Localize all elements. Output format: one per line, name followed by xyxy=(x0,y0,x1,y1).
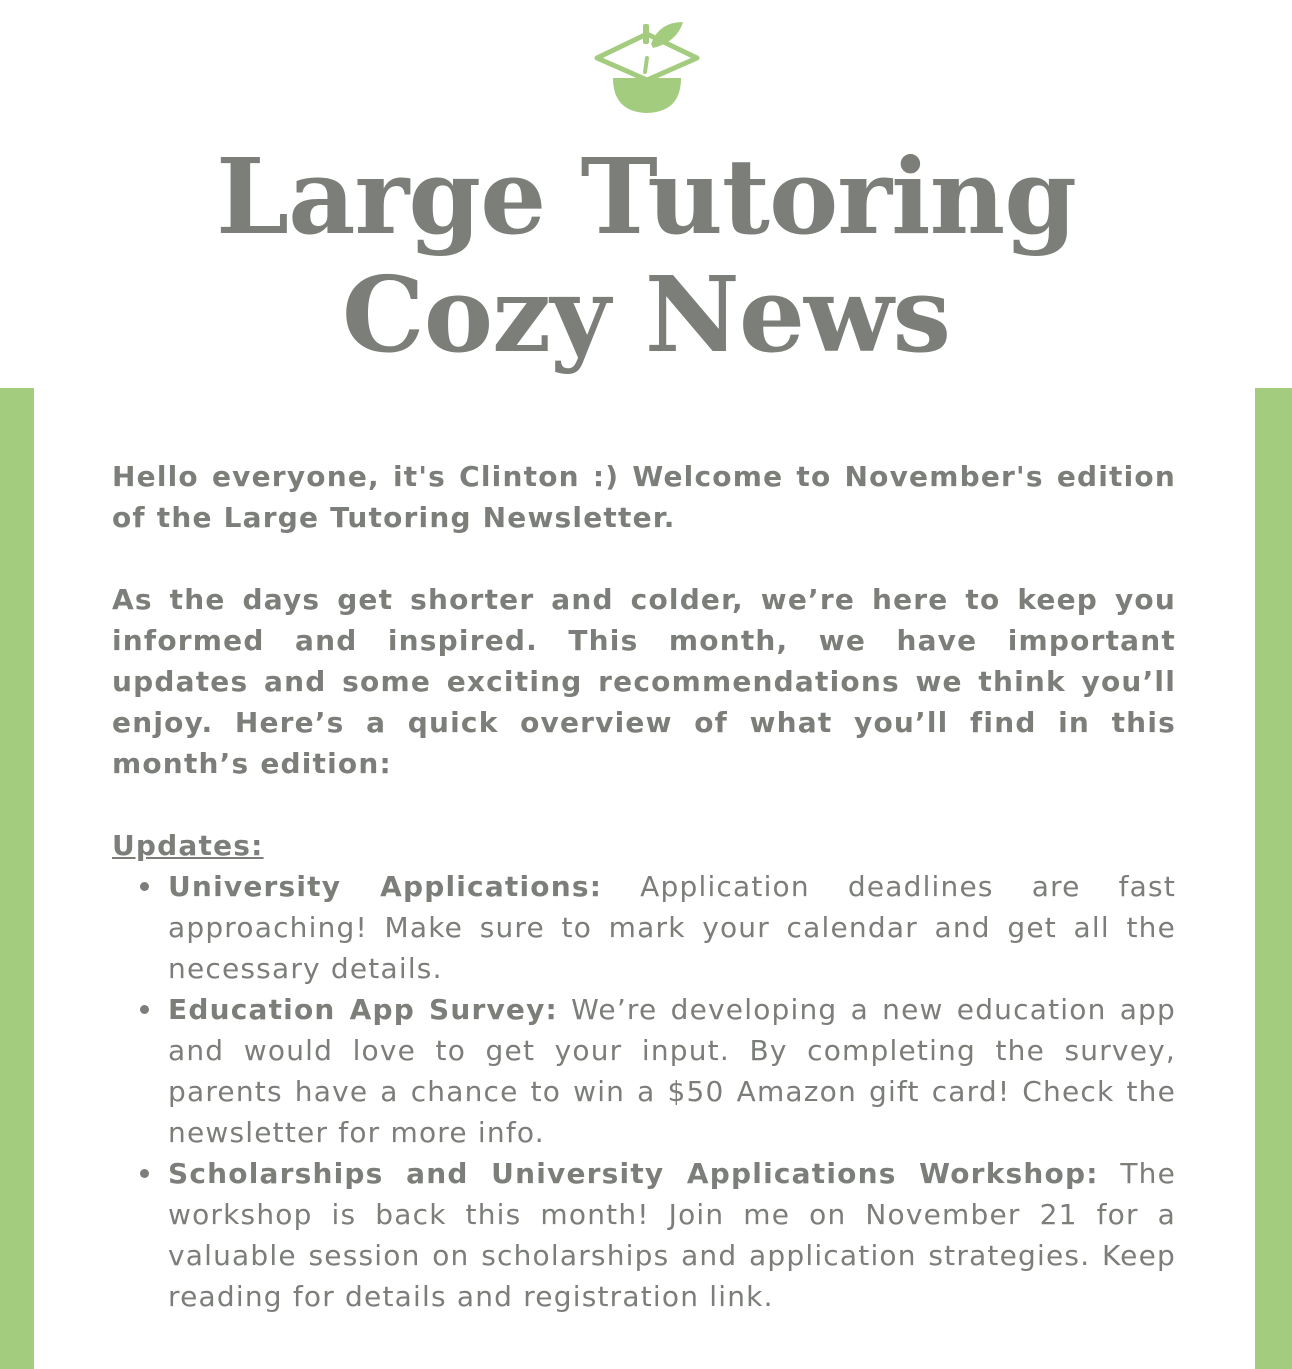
list-item xyxy=(112,866,1176,989)
newsletter-body xyxy=(112,456,1176,1317)
graduation-cap-apple-icon xyxy=(593,20,701,116)
update-title: University Applications: xyxy=(168,870,603,903)
title-line-2: Cozy News xyxy=(341,253,951,376)
update-text: We’re developing a new education app and would love to get your input. By completing the survey, parents have a chance to win a $50 Amazon gift card! Check the newsletter for more info. xyxy=(168,993,1176,1149)
right-accent-bar xyxy=(1255,388,1292,1369)
bullet-icon xyxy=(140,882,149,891)
update-text: Application deadlines are fast approaching! Make sure to mark your calendar and get all the necessary details. xyxy=(168,870,1176,985)
newsletter-title xyxy=(0,135,1292,376)
intro-paragraph: Hello everyone, it's Clinton :) Welcome to November's edition of the Large Tutoring Newsletter. xyxy=(112,460,1176,534)
overview-paragraph: As the days get shorter and colder, we’re here to keep you informed and inspired. This month, we have important updates and some exciting recommendations we think you’ll enjoy. Here’s a quick overview of what you’ll find in this month’s edition: xyxy=(112,583,1176,780)
updates-list xyxy=(112,866,1176,1317)
update-text: The workshop is back this month! Join me on November 21 for a valuable session on scholarships and application strategies. Keep reading for details and registration link. xyxy=(168,1157,1176,1313)
update-title: Scholarships and University Applications Workshop: xyxy=(168,1157,1099,1190)
list-item xyxy=(112,1153,1176,1317)
updates-heading: Updates: xyxy=(112,829,264,862)
bullet-icon xyxy=(140,1169,149,1178)
title-line-1: Large Tutoring xyxy=(216,135,1076,258)
bullet-icon xyxy=(140,1005,149,1014)
update-title: Education App Survey: xyxy=(168,993,558,1026)
left-accent-bar xyxy=(0,388,34,1369)
list-item xyxy=(112,989,1176,1153)
